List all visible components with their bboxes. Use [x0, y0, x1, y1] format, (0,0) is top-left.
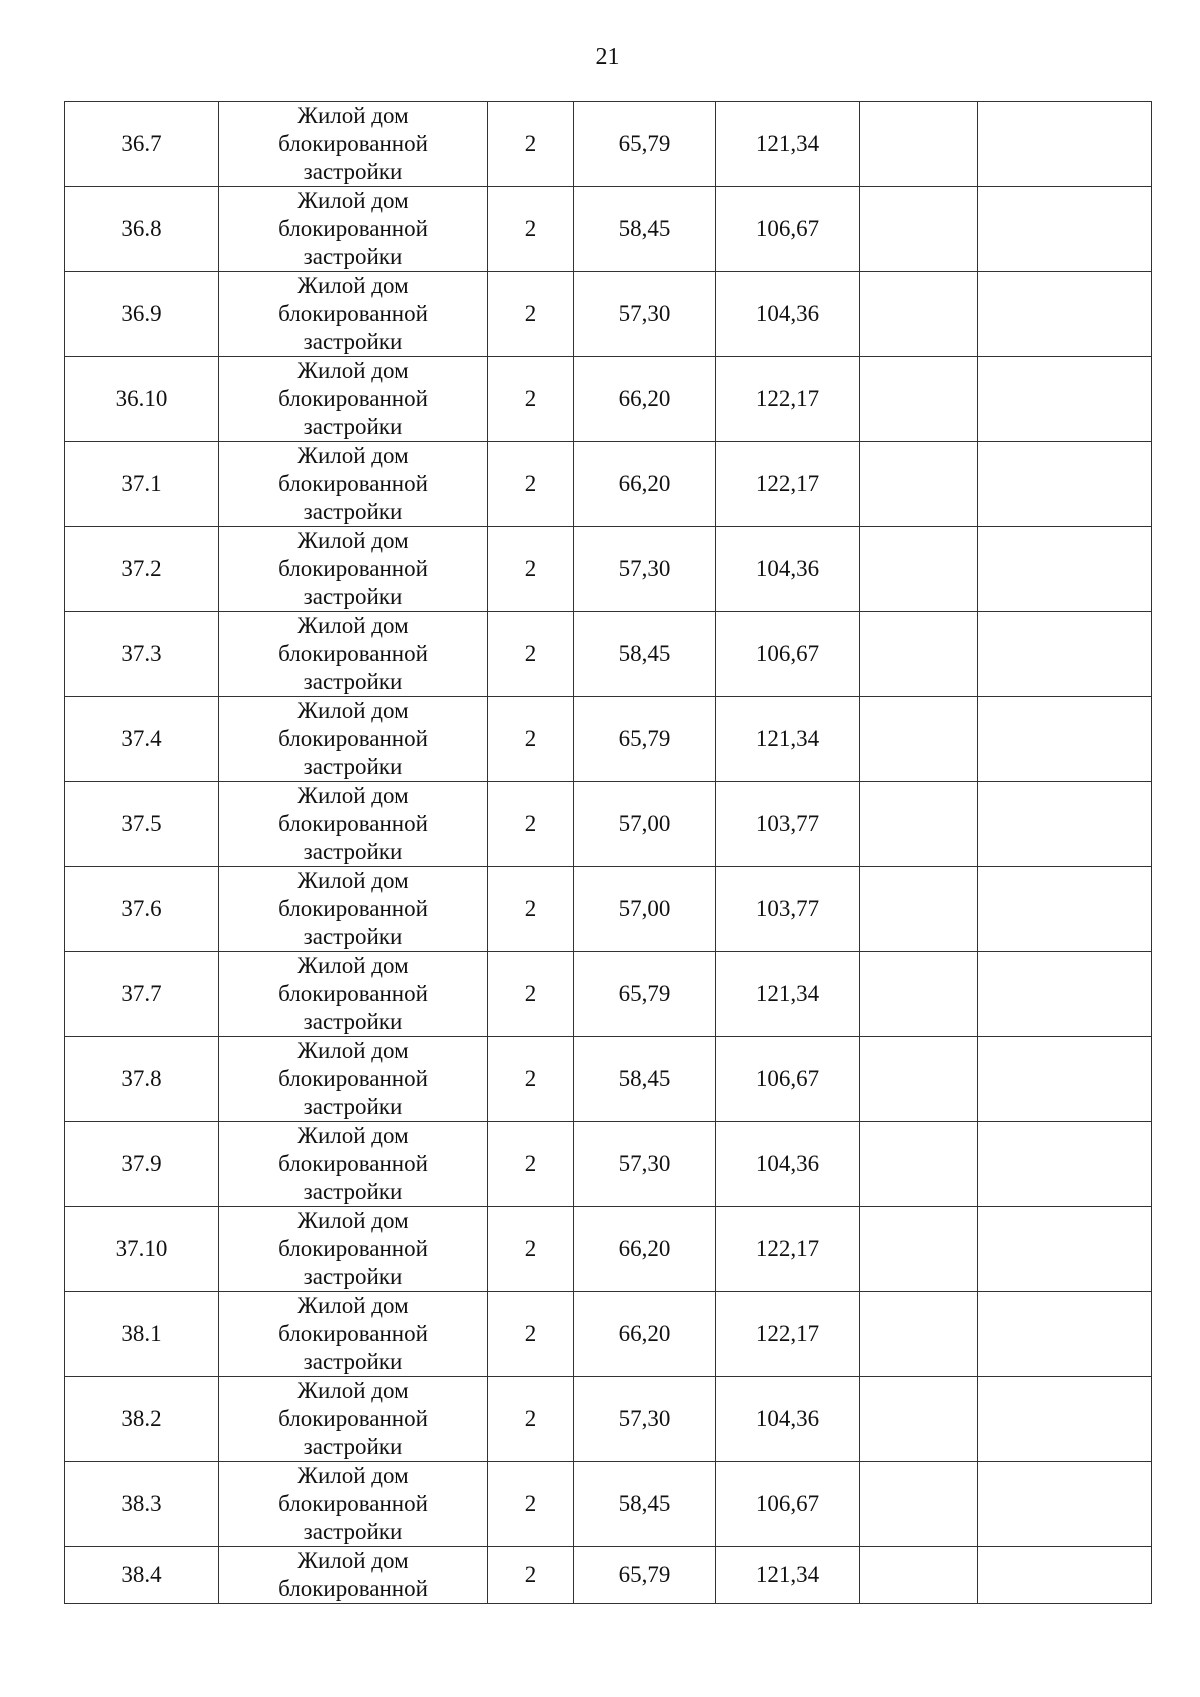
table-row	[65, 1122, 1152, 1207]
floors-cell: 2	[488, 1547, 574, 1604]
area-b-cell: 121,34	[716, 952, 860, 1037]
area-a-cell: 58,45	[574, 1462, 716, 1547]
area-b-cell: 103,77	[716, 782, 860, 867]
area-a-cell: 57,30	[574, 1122, 716, 1207]
table-row	[65, 867, 1152, 952]
table-row	[65, 187, 1152, 272]
row-number-cell: 37.5	[65, 782, 219, 867]
area-a-cell: 57,30	[574, 527, 716, 612]
object-type-line: застройки	[303, 584, 403, 609]
table-row	[65, 442, 1152, 527]
object-type-line: застройки	[303, 1094, 403, 1119]
empty-cell	[860, 1122, 978, 1207]
area-a-cell: 66,20	[574, 442, 716, 527]
object-type-line: Жилой дом	[297, 953, 409, 978]
empty-cell	[978, 782, 1152, 867]
empty-cell	[978, 1122, 1152, 1207]
floors-cell: 2	[488, 187, 574, 272]
area-b-cell: 106,67	[716, 612, 860, 697]
area-a-cell: 57,00	[574, 782, 716, 867]
object-type-cell	[219, 1122, 488, 1207]
object-type-line: Жилой дом	[297, 613, 409, 638]
floors-cell: 2	[488, 952, 574, 1037]
floors-cell: 2	[488, 1462, 574, 1547]
object-type-line: Жилой дом	[297, 698, 409, 723]
row-number-cell: 37.4	[65, 697, 219, 782]
empty-cell	[978, 357, 1152, 442]
area-b-cell: 103,77	[716, 867, 860, 952]
object-type-line: блокированной	[278, 131, 428, 156]
empty-cell	[978, 187, 1152, 272]
object-type-line: блокированной	[278, 1066, 428, 1091]
row-number-cell: 37.9	[65, 1122, 219, 1207]
empty-cell	[860, 1377, 978, 1462]
object-type-line: блокированной	[278, 1406, 428, 1431]
object-type-line: Жилой дом	[297, 1548, 409, 1573]
floors-cell: 2	[488, 612, 574, 697]
empty-cell	[860, 1207, 978, 1292]
table-row	[65, 1547, 1152, 1604]
floors-cell: 2	[488, 102, 574, 187]
empty-cell	[978, 867, 1152, 952]
table-row	[65, 1377, 1152, 1462]
object-type-line: блокированной	[278, 1151, 428, 1176]
object-type-line: Жилой дом	[297, 443, 409, 468]
empty-cell	[860, 1547, 978, 1604]
table-row	[65, 527, 1152, 612]
area-b-cell: 106,67	[716, 187, 860, 272]
object-type-cell	[219, 1377, 488, 1462]
table-row	[65, 102, 1152, 187]
object-type-line: Жилой дом	[297, 273, 409, 298]
object-type-line: застройки	[303, 244, 403, 269]
row-number-cell: 36.7	[65, 102, 219, 187]
object-type-cell	[219, 1292, 488, 1377]
area-b-cell: 121,34	[716, 697, 860, 782]
object-type-line: Жилой дом	[297, 783, 409, 808]
object-type-line: Жилой дом	[297, 868, 409, 893]
empty-cell	[860, 1037, 978, 1122]
object-type-cell	[219, 1547, 488, 1604]
floors-cell: 2	[488, 1122, 574, 1207]
object-type-line: застройки	[303, 669, 403, 694]
object-type-line: Жилой дом	[297, 1378, 409, 1403]
empty-cell	[978, 442, 1152, 527]
object-type-line: застройки	[303, 1349, 403, 1374]
object-type-line: блокированной	[278, 216, 428, 241]
empty-cell	[978, 1207, 1152, 1292]
object-type-line: Жилой дом	[297, 188, 409, 213]
floors-cell: 2	[488, 442, 574, 527]
object-type-line: застройки	[303, 1179, 403, 1204]
object-type-line: блокированной	[278, 301, 428, 326]
table-row	[65, 1207, 1152, 1292]
area-b-cell: 104,36	[716, 1122, 860, 1207]
row-number-cell: 38.2	[65, 1377, 219, 1462]
object-type-cell	[219, 1462, 488, 1547]
area-a-cell: 66,20	[574, 1207, 716, 1292]
area-b-cell: 106,67	[716, 1037, 860, 1122]
object-type-cell	[219, 442, 488, 527]
row-number-cell: 36.8	[65, 187, 219, 272]
row-number-cell: 36.10	[65, 357, 219, 442]
object-type-cell	[219, 357, 488, 442]
area-b-cell: 122,17	[716, 1207, 860, 1292]
floors-cell: 2	[488, 1207, 574, 1292]
page-number: 21	[595, 44, 620, 70]
row-number-cell: 37.2	[65, 527, 219, 612]
table-row	[65, 357, 1152, 442]
object-type-line: блокированной	[278, 981, 428, 1006]
object-type-line: блокированной	[278, 1236, 428, 1261]
area-b-cell: 106,67	[716, 1462, 860, 1547]
object-type-line: застройки	[303, 839, 403, 864]
object-type-line: Жилой дом	[297, 1038, 409, 1063]
row-number-cell: 38.3	[65, 1462, 219, 1547]
floors-cell: 2	[488, 1292, 574, 1377]
empty-cell	[978, 1377, 1152, 1462]
object-type-line: застройки	[303, 1519, 403, 1544]
object-type-line: блокированной	[278, 641, 428, 666]
area-b-cell: 122,17	[716, 442, 860, 527]
empty-cell	[978, 527, 1152, 612]
object-type-cell	[219, 697, 488, 782]
empty-cell	[860, 952, 978, 1037]
object-type-line: застройки	[303, 1434, 403, 1459]
table-row	[65, 1462, 1152, 1547]
empty-cell	[978, 1037, 1152, 1122]
object-type-line: застройки	[303, 1264, 403, 1289]
object-type-line: блокированной	[278, 896, 428, 921]
empty-cell	[978, 612, 1152, 697]
area-a-cell: 58,45	[574, 187, 716, 272]
area-b-cell: 104,36	[716, 1377, 860, 1462]
area-b-cell: 121,34	[716, 1547, 860, 1604]
area-b-cell: 122,17	[716, 357, 860, 442]
object-type-line: Жилой дом	[297, 1123, 409, 1148]
object-type-cell	[219, 272, 488, 357]
buildings-table	[64, 101, 1152, 1604]
object-type-line: блокированной	[278, 811, 428, 836]
empty-cell	[860, 187, 978, 272]
floors-cell: 2	[488, 527, 574, 612]
table-body	[65, 102, 1152, 1604]
empty-cell	[860, 102, 978, 187]
object-type-cell	[219, 102, 488, 187]
empty-cell	[978, 1547, 1152, 1604]
row-number-cell: 37.7	[65, 952, 219, 1037]
object-type-cell	[219, 187, 488, 272]
floors-cell: 2	[488, 272, 574, 357]
floors-cell: 2	[488, 867, 574, 952]
object-type-line: Жилой дом	[297, 1463, 409, 1488]
area-b-cell: 121,34	[716, 102, 860, 187]
object-type-cell	[219, 1207, 488, 1292]
empty-cell	[860, 1462, 978, 1547]
area-a-cell: 57,00	[574, 867, 716, 952]
floors-cell: 2	[488, 1377, 574, 1462]
object-type-line: застройки	[303, 159, 403, 184]
row-number-cell: 37.10	[65, 1207, 219, 1292]
empty-cell	[860, 782, 978, 867]
object-type-cell	[219, 952, 488, 1037]
table-row	[65, 782, 1152, 867]
empty-cell	[860, 612, 978, 697]
table-row	[65, 697, 1152, 782]
empty-cell	[978, 272, 1152, 357]
table-row	[65, 1292, 1152, 1377]
row-number-cell: 38.4	[65, 1547, 219, 1604]
object-type-line: блокированной	[278, 1491, 428, 1516]
object-type-line: застройки	[303, 414, 403, 439]
area-a-cell: 66,20	[574, 1292, 716, 1377]
floors-cell: 2	[488, 782, 574, 867]
table-row	[65, 1037, 1152, 1122]
object-type-line: застройки	[303, 754, 403, 779]
area-b-cell: 104,36	[716, 527, 860, 612]
object-type-line: Жилой дом	[297, 358, 409, 383]
object-type-cell	[219, 782, 488, 867]
empty-cell	[978, 102, 1152, 187]
area-b-cell: 122,17	[716, 1292, 860, 1377]
floors-cell: 2	[488, 357, 574, 442]
object-type-line: блокированной	[278, 386, 428, 411]
row-number-cell: 37.3	[65, 612, 219, 697]
empty-cell	[860, 442, 978, 527]
floors-cell: 2	[488, 697, 574, 782]
object-type-line: застройки	[303, 924, 403, 949]
area-a-cell: 66,20	[574, 357, 716, 442]
object-type-cell	[219, 612, 488, 697]
area-a-cell: 58,45	[574, 1037, 716, 1122]
empty-cell	[978, 1292, 1152, 1377]
empty-cell	[978, 952, 1152, 1037]
area-a-cell: 65,79	[574, 697, 716, 782]
row-number-cell: 37.1	[65, 442, 219, 527]
empty-cell	[860, 357, 978, 442]
object-type-cell	[219, 1037, 488, 1122]
empty-cell	[860, 697, 978, 782]
area-a-cell: 57,30	[574, 1377, 716, 1462]
area-a-cell: 58,45	[574, 612, 716, 697]
object-type-line: застройки	[303, 1009, 403, 1034]
row-number-cell: 37.8	[65, 1037, 219, 1122]
area-a-cell: 57,30	[574, 272, 716, 357]
row-number-cell: 37.6	[65, 867, 219, 952]
object-type-line: Жилой дом	[297, 103, 409, 128]
object-type-line: блокированной	[278, 1321, 428, 1346]
empty-cell	[860, 272, 978, 357]
table-row	[65, 952, 1152, 1037]
object-type-line: Жилой дом	[297, 1208, 409, 1233]
object-type-line: застройки	[303, 329, 403, 354]
object-type-line: блокированной	[278, 726, 428, 751]
table-row	[65, 612, 1152, 697]
floors-cell: 2	[488, 1037, 574, 1122]
area-b-cell: 104,36	[716, 272, 860, 357]
object-type-cell	[219, 527, 488, 612]
empty-cell	[860, 867, 978, 952]
empty-cell	[978, 697, 1152, 782]
empty-cell	[860, 527, 978, 612]
area-a-cell: 65,79	[574, 102, 716, 187]
object-type-cell	[219, 867, 488, 952]
object-type-line: Жилой дом	[297, 528, 409, 553]
row-number-cell: 36.9	[65, 272, 219, 357]
table-row	[65, 272, 1152, 357]
object-type-line: блокированной	[278, 1576, 428, 1601]
object-type-line: блокированной	[278, 556, 428, 581]
object-type-line: блокированной	[278, 471, 428, 496]
area-a-cell: 65,79	[574, 952, 716, 1037]
object-type-line: Жилой дом	[297, 1293, 409, 1318]
empty-cell	[978, 1462, 1152, 1547]
area-a-cell: 65,79	[574, 1547, 716, 1604]
row-number-cell: 38.1	[65, 1292, 219, 1377]
object-type-line: застройки	[303, 499, 403, 524]
empty-cell	[860, 1292, 978, 1377]
